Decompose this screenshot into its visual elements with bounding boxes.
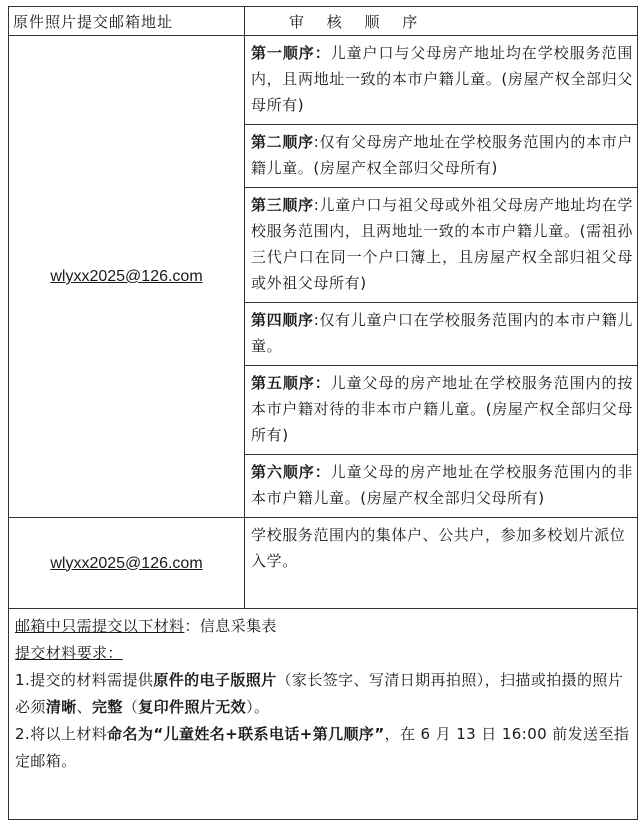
- text: （家长签字、写清日期再拍照），扫描或拍摄的照片必须: [15, 671, 624, 716]
- email-cell: [9, 518, 245, 609]
- notes-item-1: [15, 667, 631, 721]
- text: 2.将以上材料: [15, 725, 108, 743]
- order-text: 儿童户口与父母房产地址均在学校服务范围内，且两地址一致的本市户籍儿童。(房屋产权全部归父母所有): [251, 44, 633, 114]
- notes-item-2: [15, 721, 631, 775]
- notes-line2: [15, 640, 631, 667]
- order-text: 儿童父母的房产地址在学校服务范围内的非本市户籍儿童。(房屋产权全部归父母所有): [251, 463, 633, 507]
- text: ，在 6 月 13 日 16:00 前发送至指定邮箱。: [15, 725, 630, 770]
- order-text: :儿童户口与祖父母或外祖父母房产地址均在学校服务范围内，且两地址一致的本市户籍儿童。(需祖孙三代户口在同一个户口簿上，且房屋产权全部归祖父母或外祖父母所有): [251, 196, 634, 292]
- order-label: 第四顺序: [251, 311, 314, 329]
- order-text: :仅有父母房产地址在学校服务范围内的本市户籍儿童。(房屋产权全部归父母所有): [251, 133, 634, 177]
- text: 、: [76, 698, 93, 716]
- order-text: :仅有儿童户口在学校服务范围内的本市户籍儿童。: [251, 311, 634, 355]
- group2-text: 学校服务范围内的集体户、公共户，参加多校划片派位入学。: [245, 518, 638, 609]
- email-link[interactable]: wlyxx2025@126.com: [50, 268, 203, 285]
- order-1: [245, 36, 638, 125]
- text: 1.提交的材料需提供: [15, 671, 154, 689]
- notes-cell: [9, 609, 638, 820]
- order-label: 第五顺序：: [251, 374, 331, 392]
- order-4: [245, 303, 638, 366]
- emphasis: 原件的电子版照片: [153, 671, 277, 689]
- order-row: [9, 36, 638, 125]
- email-column-header: 原件照片提交邮箱地址: [9, 7, 245, 36]
- emphasis: 复印件照片无效: [138, 698, 247, 716]
- notes-requirements-title: 提交材料要求：: [15, 644, 123, 662]
- email-link[interactable]: wlyxx2025@126.com: [50, 554, 203, 572]
- order-label: 第二顺序: [251, 133, 314, 151]
- text: ）。: [246, 698, 270, 716]
- notes-line1: [15, 613, 631, 640]
- order-label: 第三顺序: [251, 196, 314, 214]
- order-2: [245, 125, 638, 188]
- emphasis: 命名为“儿童姓名+联系电话+第几顺序”: [107, 725, 385, 743]
- order-5: [245, 366, 638, 455]
- notes-row: [9, 609, 638, 820]
- order-column-header: [245, 7, 638, 36]
- order-label: 第六顺序：: [251, 463, 331, 481]
- order-text: 儿童父母的房产地址在学校服务范围内的按本市户籍对待的非本市户籍儿童。(房屋产权全部归父母所有): [251, 374, 633, 444]
- emphasis: 完整: [92, 698, 123, 716]
- order-column-header-text: 审 核 顺 序: [289, 12, 427, 31]
- order-3: [245, 188, 638, 303]
- order-6: [245, 455, 638, 518]
- notes-line1-label: 邮箱中只需提交以下材料: [15, 617, 185, 635]
- admission-table: [8, 6, 638, 820]
- header-row: [9, 7, 638, 36]
- email-cell: [9, 36, 245, 518]
- order-label: 第一顺序：: [251, 44, 331, 62]
- group2-row: [9, 518, 638, 609]
- emphasis: 清晰: [45, 698, 77, 716]
- text: （: [122, 698, 139, 716]
- notes-line1-value: ：信息采集表: [184, 617, 277, 635]
